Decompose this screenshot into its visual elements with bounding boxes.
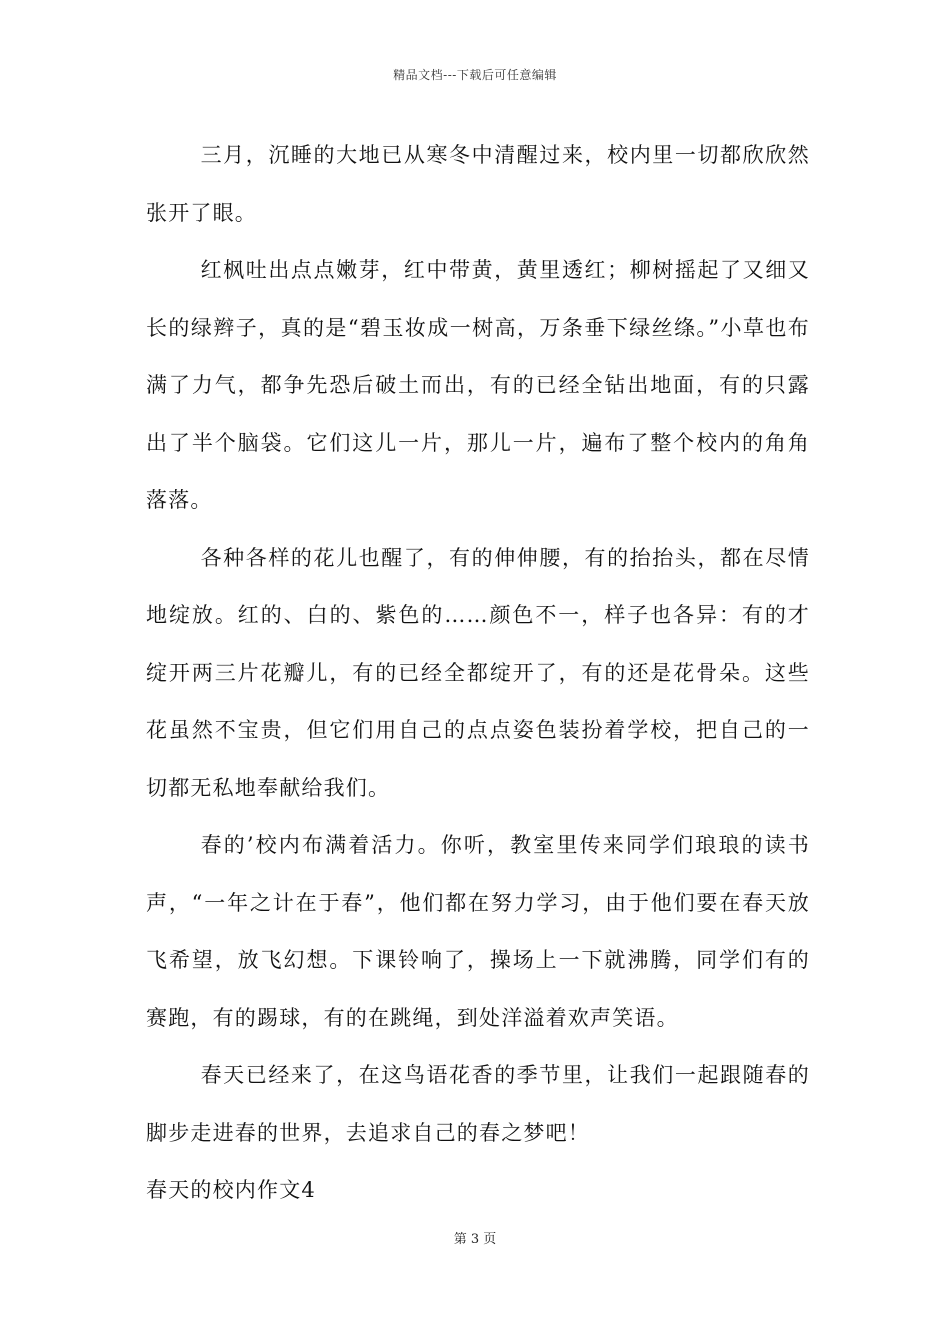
page-number: 第 3 页 bbox=[453, 1232, 497, 1247]
paragraph-4: 春的’校内布满着活力。你听，教室里传来同学们琅琅的读书声，“一年之计在于春”，他们都在努力学习，由于他们要在春天放飞希望，放飞幻想。下课铃响了，操场上一下就沸腾，同学们有的赛跑，有的踢球，有的在跳绳，到处洋溢着欢声笑语。 bbox=[146, 833, 810, 1030]
paragraph-2: 红枫吐出点点嫩芽，红中带黄，黄里透红；柳树摇起了又细又长的绿辫子，真的是“碧玉妆成一树高，万条垂下绿丝绦。”小草也布满了力气，都争先恐后破土而出，有的已经全钻出地面，有的只露出了半个脑袋。它们这儿一片，那儿一片，遍布了整个校内的角角落落。 bbox=[146, 258, 810, 512]
document-body bbox=[146, 127, 810, 1220]
paragraph-3: 各种各样的花儿也醒了，有的伸伸腰，有的抬抬头，都在尽情地绽放。红的、白的、紫色的……颜色不一，样子也各异：有的才绽开两三片花瓣儿，有的已经全都绽开了，有的还是花骨朵。这些花虽然不宝贵，但它们用自己的点点姿色装扮着学校，把自己的一切都无私地奉献给我们。 bbox=[146, 545, 810, 800]
page-header: 精品文档---下载后可任意编辑 bbox=[393, 68, 557, 82]
next-essay-title: 春天的校内作文4 bbox=[146, 1178, 316, 1202]
paragraph-1: 三月，沉睡的大地已从寒冬中清醒过来，校内里一切都欣欣然张开了眼。 bbox=[146, 143, 810, 225]
paragraph-5: 春天已经来了，在这鸟语花香的季节里，让我们一起跟随春的脚步走进春的世界，去追求自己的春之梦吧！ bbox=[146, 1063, 810, 1145]
